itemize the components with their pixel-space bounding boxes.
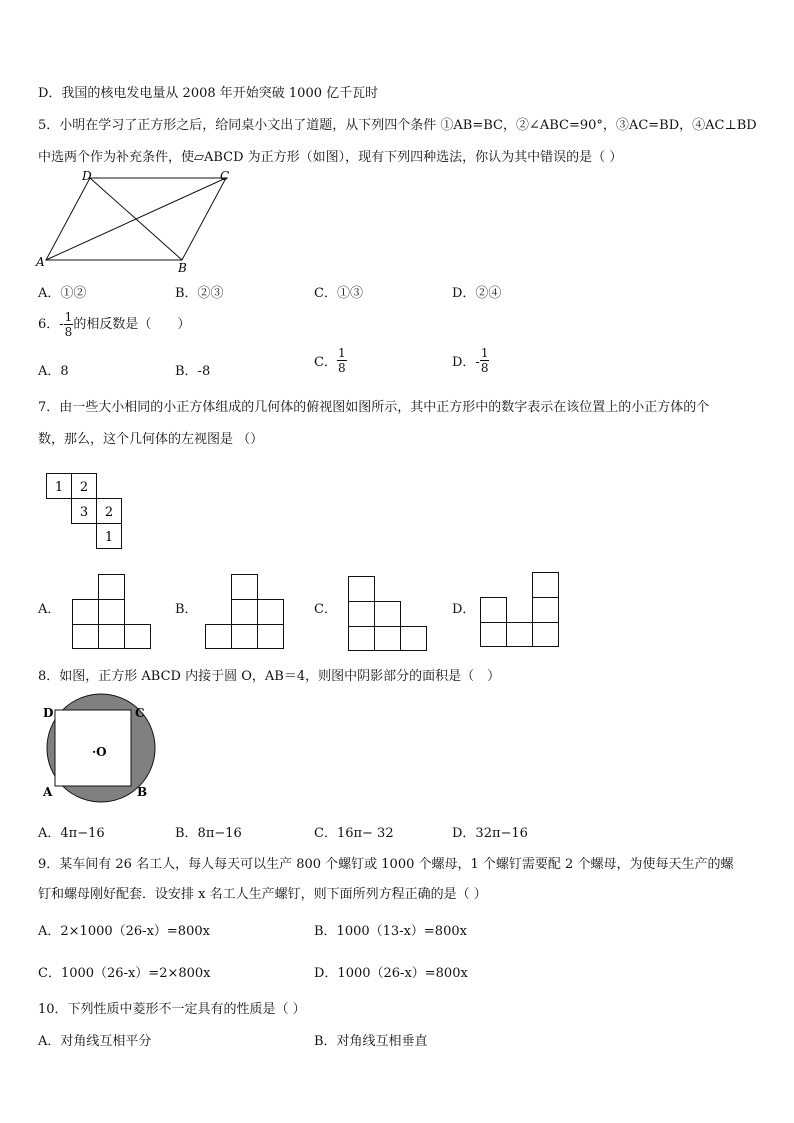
q10-option-a: A．对角线互相平分 [38, 1034, 152, 1049]
grid-cell-value: 1 [54, 480, 64, 495]
grid-cell-value: 1 [104, 530, 114, 545]
q5-text-line2: 中选两个作为补充条件，使▱ABCD 为正方形（如图），现有下列四种选法，你认为其中错误的是（ ） [38, 150, 623, 165]
q6-question: 6．- $\frac{1}{8}$ 的相反数是（ ） [38, 310, 191, 339]
grid-cell-value: 3 [79, 505, 89, 520]
q9-option-a: A．2×1000（26-x）=800x [38, 924, 210, 939]
q6-option-b: B．-8 [175, 364, 211, 379]
label-a: A [43, 785, 53, 799]
circle-square-figure [34, 692, 164, 804]
q10-text-line1: 10．下列性质中菱形不一定具有的性质是（ ） [38, 1002, 306, 1017]
label-c: C [220, 169, 230, 183]
q8-option-a: A．4π−16 [38, 826, 105, 841]
grid-cell-value: 2 [79, 480, 89, 495]
q9-text-line1: 9．某车间有 26 名工人，每人每天可以生产 800 个螺钉或 1000 个螺母，1 个螺钉需要配 2 个螺母，为使每天生产的螺 [38, 857, 734, 872]
option-d-view [480, 572, 562, 650]
q5-option-b: B．②③ [175, 286, 224, 301]
q7-option-c: C． [314, 602, 337, 617]
q6-option-d: D．- $\frac{1}{8}$ [452, 346, 489, 375]
grid-cell-value: 2 [104, 505, 114, 520]
q4-option-d: D．我国的核电发电量从 2008 年开始突破 1000 亿千瓦时 [38, 86, 379, 101]
q5-option-d: D．②④ [452, 286, 502, 301]
q8-option-b: B．8π−16 [175, 826, 242, 841]
q7-option-d: D． [452, 602, 476, 617]
q8-option-d: D．32π−16 [452, 826, 528, 841]
option-c-view [348, 576, 430, 652]
option-b-view [205, 572, 287, 650]
q7-option-b: B． [175, 602, 198, 617]
q7-text-line1: 7．由一些大小相同的小正方体组成的几何体的俯视图如图所示，其中正方形中的数字表示在该位置上的小正方体的个 [38, 400, 710, 415]
q7-option-a: A． [38, 602, 61, 617]
label-a: A [36, 255, 45, 269]
q7-text-line2: 数，那么，这个几何体的左视图是 （） [38, 432, 264, 447]
q10-option-b: B．对角线互相垂直 [314, 1034, 428, 1049]
q9-option-b: B．1000（13-x）=800x [314, 924, 467, 939]
label-o: ·O [92, 745, 107, 759]
q8-text-line1: 8．如图，正方形 ABCD 内接于圆 O，AB＝4，则图中阴影部分的面积是（ ） [38, 669, 501, 684]
top-view-grid [46, 473, 126, 549]
q6-option-c: C． $\frac{1}{8}$ [314, 346, 346, 375]
q5-option-c: C．①③ [314, 286, 363, 301]
q5-option-a: A．①② [38, 286, 87, 301]
label-d: D [82, 169, 92, 183]
label-b: B [178, 261, 187, 275]
q9-option-c: C．1000（26-x）=2×800x [38, 966, 211, 981]
label-b: B [137, 785, 148, 799]
q9-option-d: D．1000（26-x）=800x [314, 966, 468, 981]
q5-text-line1: 5．小明在学习了正方形之后，给同桌小文出了道题，从下列四个条件 ①AB=BC，②∠ABC=90°，③AC=BD，④AC⊥BD [38, 118, 757, 133]
option-a-view [72, 572, 154, 650]
q8-option-c: C．16π− 32 [314, 826, 394, 841]
parallelogram-figure [34, 168, 244, 278]
label-d: D [43, 706, 54, 720]
q6-option-a: A．8 [38, 364, 69, 379]
q6-fraction: $\frac{1}{8}$ [64, 310, 73, 339]
q9-text-line2: 钉和螺母刚好配套．设安排 x 名工人生产螺钉，则下面所列方程正确的是（ ） [38, 887, 487, 902]
label-c: C [135, 706, 145, 720]
